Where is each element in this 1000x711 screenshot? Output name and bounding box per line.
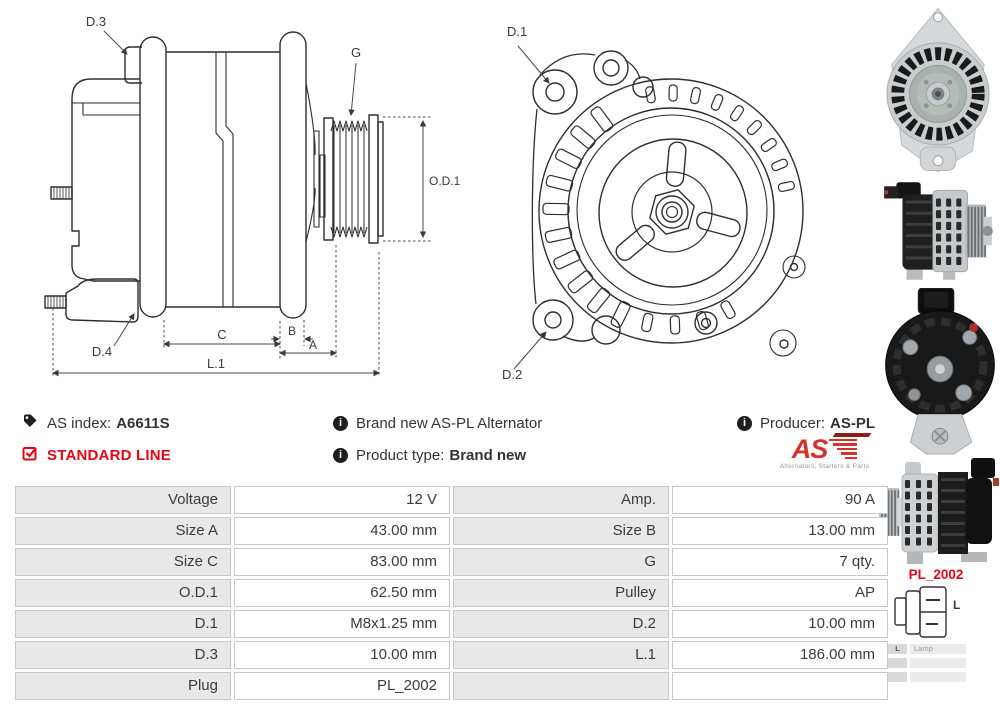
spec-value: 62.50 mm: [234, 579, 450, 607]
as-index-value: A6611S: [116, 414, 170, 432]
product-type-label: Product type:: [356, 446, 445, 464]
logo-tagline: Alternators, Starters & Parts: [779, 463, 870, 470]
spec-label: D.2: [453, 610, 669, 638]
dim-label-g: G: [350, 45, 362, 60]
spec-value: M8x1.25 mm: [234, 610, 450, 638]
dim-label-c: C: [217, 327, 227, 342]
product-photo-front[interactable]: [884, 6, 992, 174]
producer-row: [737, 414, 875, 432]
product-photo-side-left[interactable]: [876, 452, 1000, 566]
pin-function-cell: [910, 658, 966, 668]
product-type-row: [333, 446, 526, 464]
info-icon: i: [737, 416, 752, 431]
as-index-label: AS index:: [47, 414, 112, 432]
spec-label: L.1: [453, 641, 669, 669]
plug-pin-label: L: [953, 598, 961, 612]
spec-label: Size A: [15, 517, 231, 545]
pin-cell: [888, 672, 907, 682]
alternator-side-outline: [45, 32, 383, 322]
spec-label: Size C: [15, 548, 231, 576]
product-photo-side-right[interactable]: [876, 178, 1000, 284]
logo-text: AS: [791, 434, 828, 464]
spec-value: 10.00 mm: [672, 610, 888, 638]
pulley: [324, 115, 383, 243]
checkbox-icon: [22, 445, 38, 465]
spec-value: AP: [672, 579, 888, 607]
dim-label-d1: D.1: [507, 24, 528, 39]
spec-label: Pulley: [453, 579, 669, 607]
spec-label: O.D.1: [15, 579, 231, 607]
logo-slash: [833, 433, 871, 437]
dim-label-d2: D.2: [502, 367, 523, 382]
dim-label-b: B: [287, 324, 297, 338]
info-icon: i: [333, 448, 348, 463]
spec-value: 13.00 mm: [672, 517, 888, 545]
front-view-drawing: [485, 5, 835, 400]
producer-value: AS-PL: [830, 414, 876, 432]
spec-value: [672, 672, 888, 700]
spec-label: D.1: [15, 610, 231, 638]
dim-label-a: A: [308, 338, 318, 352]
spec-label: Plug: [15, 672, 231, 700]
tag-icon: [22, 413, 38, 433]
vent-slots: [543, 85, 795, 334]
alternator-front-outline: [532, 51, 805, 356]
spec-label: G: [453, 548, 669, 576]
spec-value: 10.00 mm: [234, 641, 450, 669]
as-pl-logo: [777, 435, 872, 475]
product-type-value: Brand new: [449, 446, 527, 464]
plug-name: PL_2002: [908, 567, 964, 582]
pin-function-cell: Lamp: [910, 644, 966, 654]
dim-label-od1: O.D.1: [429, 174, 461, 188]
pin-function-cell: [910, 672, 966, 682]
spec-label: [453, 672, 669, 700]
pin-cell: [888, 658, 907, 668]
product-photo-rear[interactable]: [884, 288, 996, 456]
front-leaders: [514, 46, 549, 369]
front-spokes: [613, 142, 742, 264]
product-description: Brand new AS-PL Alternator: [356, 414, 543, 432]
side-view-drawing: [35, 5, 470, 400]
dim-label-l1: L.1: [206, 356, 226, 371]
dimension-lines: [53, 31, 432, 377]
as-index-row: [22, 414, 170, 432]
standard-line-row: [22, 446, 171, 464]
dim-label-d4: D.4: [91, 344, 113, 359]
spec-value: PL_2002: [234, 672, 450, 700]
spec-value: 90 A: [672, 486, 888, 514]
spec-value: 186.00 mm: [672, 641, 888, 669]
logo-stripes: [829, 439, 857, 460]
pin-table-row: [888, 658, 966, 668]
pin-cell: L: [888, 644, 907, 654]
dim-label-d3: D.3: [85, 14, 107, 29]
spec-label: Amp.: [453, 486, 669, 514]
pin-table-row: [888, 644, 966, 654]
spec-value: 83.00 mm: [234, 548, 450, 576]
spec-label: Size B: [453, 517, 669, 545]
pin-table-row: [888, 672, 966, 682]
producer-label: Producer:: [760, 414, 826, 432]
spec-value: 12 V: [234, 486, 450, 514]
spec-label: D.3: [15, 641, 231, 669]
description-row: [333, 414, 542, 432]
spec-label: Voltage: [15, 486, 231, 514]
spec-value: 7 qty.: [672, 548, 888, 576]
plug-pin-table: [888, 644, 966, 682]
spec-value: 43.00 mm: [234, 517, 450, 545]
spec-table: [15, 486, 888, 700]
plug-diagram: [893, 582, 971, 640]
standard-line-badge: STANDARD LINE: [47, 446, 171, 464]
info-icon: i: [333, 416, 348, 431]
